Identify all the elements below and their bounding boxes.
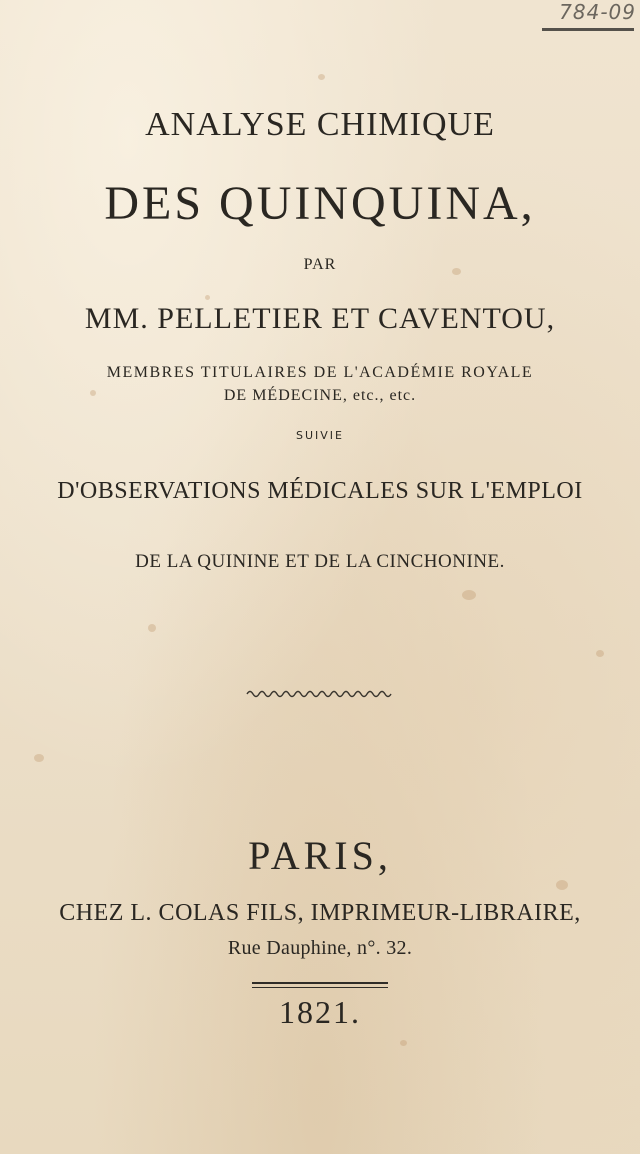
title-line-2: DES QUINQUINA, [104, 177, 536, 230]
foxing-spot [556, 880, 568, 890]
by-label: PAR [303, 256, 337, 273]
shelfmark-underline [542, 28, 634, 31]
ornament-rule-icon [245, 688, 395, 698]
affiliation-line-2: DE MÉDECINE, etc., etc. [223, 387, 417, 404]
authors: MM. PELLETIER ET CAVENTOU, [84, 302, 556, 335]
publication-year: 1821. [279, 994, 361, 1030]
foxing-spot [596, 650, 604, 657]
foxing-spot [318, 74, 325, 80]
subtitle-line-2: DE LA QUININE ET DE LA CINCHONINE. [135, 551, 505, 572]
imprint-publisher: CHEZ L. COLAS FILS, IMPRIMEUR-LIBRAIRE, [59, 900, 581, 926]
foxing-spot [400, 1040, 407, 1046]
foxing-spot [148, 624, 156, 632]
imprint-city: PARIS, [248, 833, 392, 878]
foxing-spot [34, 754, 44, 762]
affiliation-line-1: MEMBRES TITULAIRES DE L'ACADÉMIE ROYALE [106, 364, 534, 381]
foxing-spot [205, 295, 210, 300]
foxing-spot [462, 590, 476, 600]
followed-by-label: SUIVIE [296, 429, 344, 442]
imprint-address: Rue Dauphine, n°. 32. [227, 937, 413, 959]
shelfmark: 784-09 [559, 0, 636, 24]
subtitle-line-1: D'OBSERVATIONS MÉDICALES SUR L'EMPLOI [57, 478, 583, 504]
title-line-1: ANALYSE CHIMIQUE [145, 106, 495, 143]
divider [252, 982, 388, 990]
